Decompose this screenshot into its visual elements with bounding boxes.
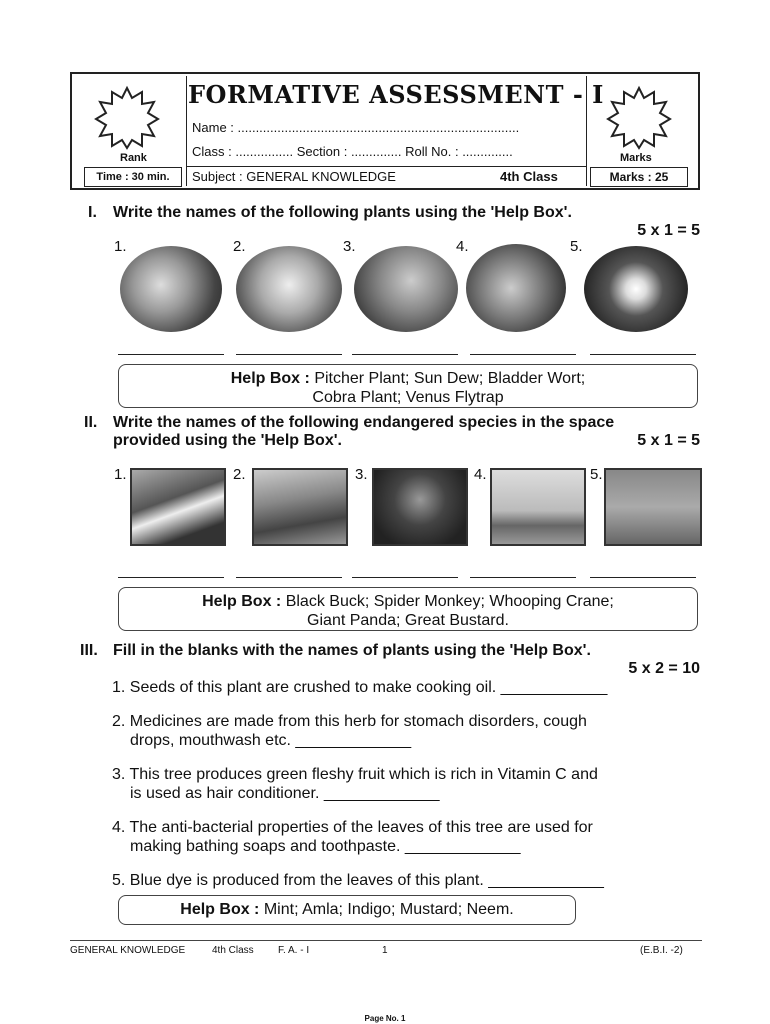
- footer-divider: [70, 940, 702, 941]
- q1-help-box: [118, 364, 698, 408]
- q1-item-number: 5.: [570, 238, 583, 255]
- footer-class: 4th Class: [212, 945, 254, 956]
- q3-item-text: 4. The anti-bacterial properties of the leaves of this tree are used for: [112, 819, 593, 836]
- q2-item-number: 1.: [114, 466, 127, 483]
- animal-photo-1: [130, 468, 226, 546]
- q1-marks: 5 x 1 = 5: [637, 222, 700, 239]
- q1-item-number: 2.: [233, 238, 246, 255]
- plant-photo-3: [354, 246, 458, 332]
- q1-answer-blank[interactable]: [236, 354, 342, 355]
- help-box-options: Mint; Amla; Indigo; Mustard; Neem.: [263, 901, 514, 918]
- plant-photo-4: [466, 244, 566, 332]
- q3-number: III.: [80, 642, 98, 659]
- q2-item-number: 2.: [233, 466, 246, 483]
- q3-item-5[interactable]: [112, 871, 702, 890]
- q1-item-number: 1.: [114, 238, 127, 255]
- q3-item-1[interactable]: [112, 678, 702, 697]
- animal-photo-3: [372, 468, 468, 546]
- marks-badge-icon: [604, 84, 674, 150]
- q3-item-text-cont: making bathing soaps and toothpaste. _____________: [130, 838, 521, 855]
- q2-marks: 5 x 1 = 5: [637, 432, 700, 449]
- q3-item-text: 3. This tree produces green fleshy fruit which is rich in Vitamin C and: [112, 766, 598, 783]
- q1-answer-blank[interactable]: [352, 354, 458, 355]
- header-divider-left: [186, 76, 187, 186]
- q1-number: I.: [88, 204, 97, 221]
- q1-item-number: 4.: [456, 238, 469, 255]
- class-section-roll-field[interactable]: Class : ................ Section : .............. Roll No. : ..............: [192, 144, 513, 159]
- q3-item-text: 5. Blue dye is produced from the leaves of this plant. _____________: [112, 872, 604, 889]
- q2-answer-blank[interactable]: [236, 577, 342, 578]
- rank-badge-icon: [92, 84, 162, 150]
- help-box-options: Pitcher Plant; Sun Dew; Bladder Wort;: [314, 370, 586, 387]
- q3-item-2[interactable]: [112, 712, 702, 750]
- q1-answer-blank[interactable]: [470, 354, 576, 355]
- q2-answer-blank[interactable]: [470, 577, 576, 578]
- footer-page: 1: [382, 945, 388, 956]
- q3-item-3[interactable]: [112, 765, 702, 803]
- page-title: FORMATIVE ASSESSMENT - I: [188, 80, 604, 109]
- q2-number: II.: [84, 414, 98, 431]
- q2-answer-blank[interactable]: [352, 577, 458, 578]
- plant-photo-2: [236, 246, 342, 332]
- help-box-options: Cobra Plant; Venus Flytrap: [312, 389, 504, 406]
- plant-photo-5: [584, 246, 688, 332]
- time-badge: Time : 30 min.: [84, 167, 182, 187]
- q3-heading: Fill in the blanks with the names of plants using the 'Help Box'.: [113, 642, 591, 659]
- q1-answer-blank[interactable]: [590, 354, 696, 355]
- q3-item-4[interactable]: [112, 818, 702, 856]
- q2-answer-blank[interactable]: [118, 577, 224, 578]
- help-box-label: Help Box :: [202, 593, 282, 610]
- q1-heading: Write the names of the following plants using the 'Help Box'.: [113, 204, 572, 221]
- q2-heading: Write the names of the following endangered species in the space: [113, 414, 615, 431]
- q3-marks: 5 x 2 = 10: [628, 660, 700, 677]
- help-box-label: Help Box :: [230, 370, 310, 387]
- name-field[interactable]: Name : ..............................................................................: [192, 120, 520, 135]
- total-marks-badge: Marks : 25: [590, 167, 688, 187]
- q2-item-number: 4.: [474, 466, 487, 483]
- animal-photo-4: [490, 468, 586, 546]
- help-box-options: Giant Panda; Great Bustard.: [307, 612, 509, 629]
- footer-assessment: F. A. - I: [278, 945, 310, 956]
- q3-item-text: 2. Medicines are made from this herb for stomach disorders, cough: [112, 713, 587, 730]
- animal-photo-5: [604, 468, 702, 546]
- rank-label: Rank: [120, 152, 147, 164]
- footer-code: (E.B.I. -2): [640, 945, 683, 956]
- q2-item-number: 5.: [590, 466, 603, 483]
- header-divider-bottom: [186, 166, 586, 167]
- marks-label: Marks: [620, 152, 652, 164]
- q3-item-text-cont: drops, mouthwash etc. _____________: [130, 732, 412, 749]
- footer-subject: GENERAL KNOWLEDGE: [70, 945, 186, 956]
- q2-item-number: 3.: [355, 466, 368, 483]
- class-label: 4th Class: [500, 169, 558, 184]
- subject-label: Subject : GENERAL KNOWLEDGE: [192, 169, 396, 184]
- q3-item-text-cont: is used as hair conditioner. _____________: [130, 785, 440, 802]
- q1-answer-blank[interactable]: [118, 354, 224, 355]
- animal-photo-2: [252, 468, 348, 546]
- q2-answer-blank[interactable]: [590, 577, 696, 578]
- help-box-options: Black Buck; Spider Monkey; Whooping Crane;: [285, 593, 614, 610]
- q3-help-box: [118, 895, 576, 925]
- q2-help-box: [118, 587, 698, 631]
- page-number: Page No. 1: [364, 1014, 406, 1023]
- q3-item-text: 1. Seeds of this plant are crushed to make cooking oil. ____________: [112, 679, 608, 696]
- q1-item-number: 3.: [343, 238, 356, 255]
- help-box-label: Help Box :: [180, 901, 260, 918]
- q2-heading-cont: provided using the 'Help Box'.: [113, 432, 342, 449]
- plant-photo-1: [120, 246, 222, 332]
